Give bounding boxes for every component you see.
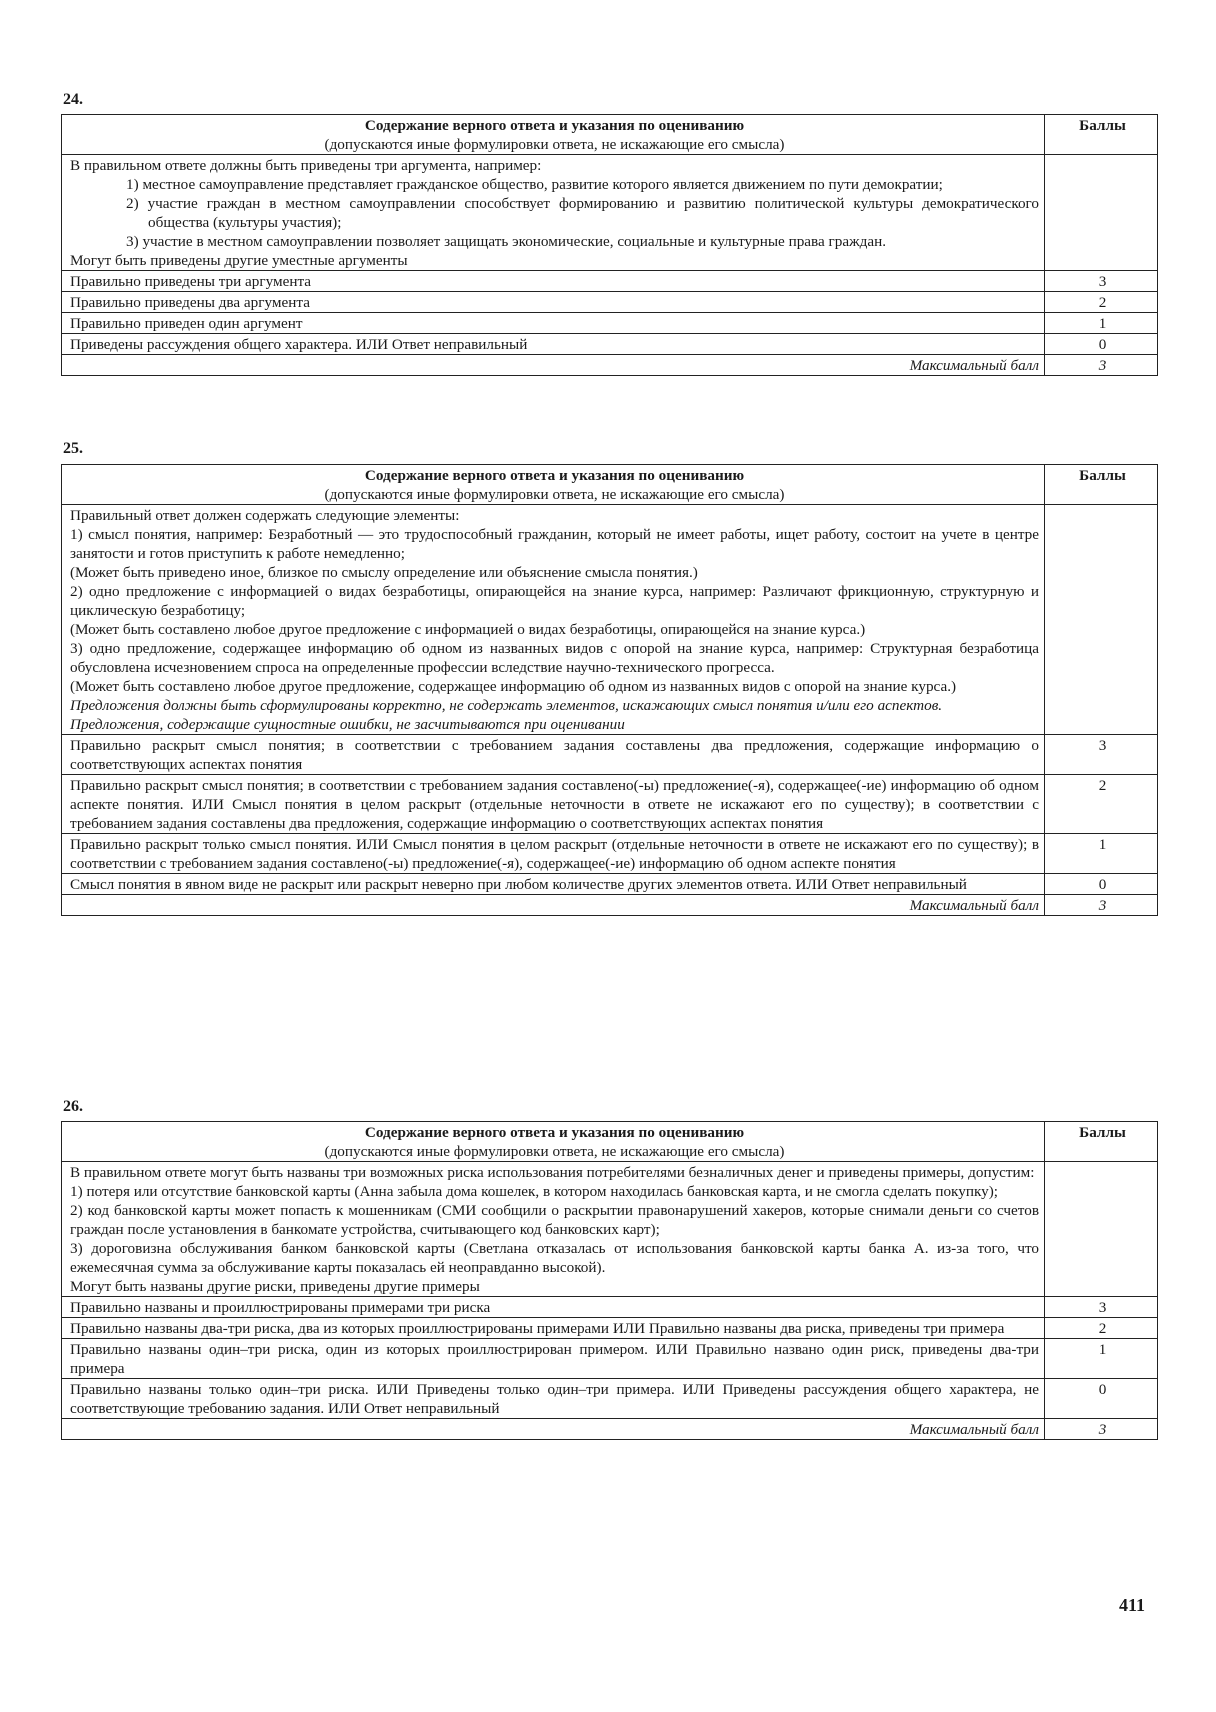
answer-line: Могут быть названы другие риски, приведены другие примеры xyxy=(70,1278,480,1295)
answer-line: (Может быть приведено иное, близкое по смыслу определение или объяснение смысла понятия.) xyxy=(70,564,698,581)
criteria-text: Правильно названы и проиллюстрированы примерами три риска xyxy=(62,1297,1045,1318)
criteria-text: Правильно раскрыт смысл понятия; в соответствии с требованием задания составлены два предложения, содержащие информацию о соответствующих аспектах понятия xyxy=(62,735,1045,775)
answer-line: 1) потеря или отсутствие банковской карты (Анна забыла дома кошелек, в котором находилась банковская карта, и не смогла сделать покупку); xyxy=(70,1183,998,1200)
criteria-row xyxy=(62,334,1158,355)
max-score-label: Максимальный балл xyxy=(62,1419,1045,1440)
table-header-row xyxy=(62,1122,1158,1162)
criteria-score: 2 xyxy=(1045,292,1158,313)
max-score-label: Максимальный балл xyxy=(62,355,1045,376)
argument-item: 3) участие в местном самоуправлении позволяет защищать экономические, социальные и культурные права граждан. xyxy=(126,233,887,250)
max-score-value: 3 xyxy=(1045,1419,1158,1440)
max-score-row xyxy=(62,1419,1158,1440)
criteria-score: 2 xyxy=(1045,1318,1158,1339)
criteria-text: Смысл понятия в явном виде не раскрыт или раскрыт неверно при любом количестве других элементов ответа. ИЛИ Ответ неправильный xyxy=(62,874,1045,895)
criteria-score: 3 xyxy=(1045,1297,1158,1318)
empty-score-cell xyxy=(1045,155,1158,271)
answer-line: Правильный ответ должен содержать следующие элементы: xyxy=(70,507,460,524)
answer-content-row xyxy=(62,505,1158,735)
table-header-row xyxy=(62,465,1158,505)
max-score-label: Максимальный балл xyxy=(62,895,1045,916)
criteria-row xyxy=(62,775,1158,834)
criteria-row xyxy=(62,292,1158,313)
criteria-text: Правильно приведен один аргумент xyxy=(62,313,1045,334)
criteria-table-26 xyxy=(61,1121,1158,1440)
criteria-row xyxy=(62,874,1158,895)
criteria-score: 2 xyxy=(1045,775,1158,834)
criteria-row xyxy=(62,271,1158,292)
task-number-24: 24. xyxy=(63,91,83,108)
criteria-text: Правильно названы два-три риска, два из которых проиллюстрированы примерами ИЛИ Правильно названы два риска, приведены три примера xyxy=(62,1318,1045,1339)
page-number: 411 xyxy=(1119,1595,1146,1615)
criteria-score: 1 xyxy=(1045,834,1158,874)
criteria-table-25 xyxy=(61,464,1158,916)
score-column-header: Баллы xyxy=(1045,465,1158,505)
criteria-score: 1 xyxy=(1045,313,1158,334)
task-number-25: 25. xyxy=(63,440,83,457)
max-score-row xyxy=(62,895,1158,916)
answer-line: 3) одно предложение, содержащее информацию об одном из названных видов с опорой на знание курса, например: Структурная безработица обусловлена исчезновением спроса на определенные профессии вследствие научно-технического прогресса. xyxy=(70,640,1039,676)
answer-line: 2) код банковской карты может попасть к мошенникам (СМИ сообщили о раскрытии правонарушений хакеров, которые снимали деньги со счетов граждан после установления в банкомате устройства, считывающего код банковских карт); xyxy=(70,1202,1039,1238)
criteria-table-24 xyxy=(61,114,1158,376)
answer-content-cell xyxy=(62,505,1045,735)
header-title: Содержание верного ответа и указания по оцениванию xyxy=(364,117,745,134)
header-subtitle: (допускаются иные формулировки ответа, не искажающие его смысла) xyxy=(324,1143,785,1160)
criteria-score: 0 xyxy=(1045,1379,1158,1419)
criteria-text: Правильно раскрыт смысл понятия; в соответствии с требованием задания составлено(-ы) предложение(-я), содержащее(-ие) информацию об одном аспекте понятия. ИЛИ Смысл понятия в целом раскрыт (отдельные неточности в ответе не искажают его по существу); в соответствии с требованием задания составлены два предложения, содержащие информацию о соответствующих аспектах понятия xyxy=(62,775,1045,834)
answer-outro: Могут быть приведены другие уместные аргументы xyxy=(70,252,408,269)
argument-item: 1) местное самоуправление представляет гражданское общество, развитие которого является движением по пути демократии; xyxy=(126,176,943,193)
answer-content-cell xyxy=(62,1162,1045,1297)
header-title: Содержание верного ответа и указания по оцениванию xyxy=(364,1124,745,1141)
criteria-score: 1 xyxy=(1045,1339,1158,1379)
criteria-score: 3 xyxy=(1045,271,1158,292)
table-header-row xyxy=(62,115,1158,155)
header-subtitle: (допускаются иные формулировки ответа, не искажающие его смысла) xyxy=(324,136,785,153)
criteria-row xyxy=(62,834,1158,874)
answer-line: 3) дороговизна обслуживания банком банковской карты (Светлана отказалась от использования банковской карты банка А. из-за того, что ежемесячная сумма за обслуживание карты показалась ей неоправданно высокой). xyxy=(70,1240,1039,1276)
criteria-row xyxy=(62,735,1158,775)
header-title: Содержание верного ответа и указания по оцениванию xyxy=(364,467,745,484)
criteria-text: Приведены рассуждения общего характера. ИЛИ Ответ неправильный xyxy=(62,334,1045,355)
header-cell xyxy=(62,115,1045,155)
criteria-score: 0 xyxy=(1045,874,1158,895)
score-column-header: Баллы xyxy=(1045,115,1158,155)
answer-line: 2) одно предложение с информацией о видах безработицы, опирающейся на знание курса, например: Различают фрикционную, структурную и циклическую безработицу; xyxy=(70,583,1039,619)
criteria-text: Правильно названы только один–три риска. ИЛИ Приведены только один–три примера. ИЛИ Приведены рассуждения общего характера, не соответствующие требованию задания. ИЛИ Ответ неправильный xyxy=(62,1379,1045,1419)
answer-line: 1) смысл понятия, например: Безработный — это трудоспособный гражданин, который не имеет работы, ищет работу, состоит на учете в центре занятости и готов приступить к работе немедленно; xyxy=(70,526,1039,562)
criteria-text: Правильно раскрыт только смысл понятия. ИЛИ Смысл понятия в целом раскрыт (отдельные неточности в ответе не искажают его по существу); в соответствии с требованием задания составлено(-ы) предложение(-я), содержащее(-ие) информацию об одном аспекте понятия xyxy=(62,834,1045,874)
max-score-value: 3 xyxy=(1045,895,1158,916)
grading-note: Предложения, содержащие сущностные ошибки, не засчитываются при оценивании xyxy=(70,716,625,733)
task-number-26: 26. xyxy=(63,1098,83,1115)
answer-content-row xyxy=(62,155,1158,271)
criteria-score: 3 xyxy=(1045,735,1158,775)
answer-content-row xyxy=(62,1162,1158,1297)
header-cell xyxy=(62,1122,1045,1162)
answer-intro: В правильном ответе должны быть приведены три аргумента, например: xyxy=(70,157,542,174)
argument-item: 2) участие граждан в местном самоуправлении способствует формированию и развитию политической культуры демократического общества (культуры участия); xyxy=(126,195,1039,231)
header-subtitle: (допускаются иные формулировки ответа, не искажающие его смысла) xyxy=(324,486,785,503)
criteria-text: Правильно приведены три аргумента xyxy=(62,271,1045,292)
criteria-text: Правильно названы один–три риска, один из которых проиллюстрирован примером. ИЛИ Правильно названо один риск, приведены два-три примера xyxy=(62,1339,1045,1379)
grading-note: Предложения должны быть сформулированы корректно, не содержать элементов, искажающих смысл понятия и/или его аспектов. xyxy=(70,697,943,714)
answer-line: (Может быть составлено любое другое предложение, содержащее информацию об одном из названных видов с опорой на знание курса.) xyxy=(70,678,957,695)
criteria-row xyxy=(62,1297,1158,1318)
criteria-text: Правильно приведены два аргумента xyxy=(62,292,1045,313)
score-column-header: Баллы xyxy=(1045,1122,1158,1162)
criteria-row xyxy=(62,1339,1158,1379)
criteria-score: 0 xyxy=(1045,334,1158,355)
max-score-value: 3 xyxy=(1045,355,1158,376)
header-cell xyxy=(62,465,1045,505)
empty-score-cell xyxy=(1045,505,1158,735)
answer-line: (Может быть составлено любое другое предложение с информацией о видах безработицы, опирающейся на знание курса.) xyxy=(70,621,866,638)
answer-content-cell xyxy=(62,155,1045,271)
criteria-row xyxy=(62,1379,1158,1419)
answer-line: В правильном ответе могут быть названы три возможных риска использования потребителями безналичных денег и приведены примеры, допустим: xyxy=(70,1164,1035,1181)
criteria-row xyxy=(62,313,1158,334)
max-score-row xyxy=(62,355,1158,376)
criteria-row xyxy=(62,1318,1158,1339)
empty-score-cell xyxy=(1045,1162,1158,1297)
